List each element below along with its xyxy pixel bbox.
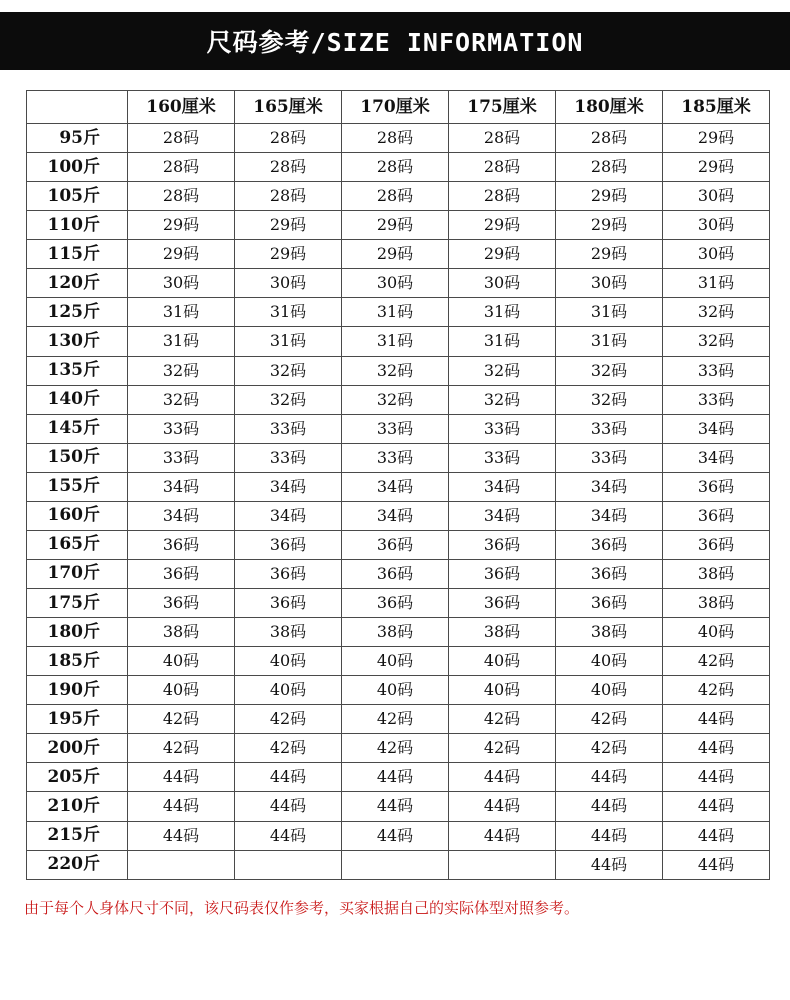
weight-cell: 195斤 — [27, 705, 128, 734]
weight-cell: 135斤 — [27, 356, 128, 385]
size-cell: 34码 — [556, 472, 663, 501]
size-cell: 40码 — [342, 647, 449, 676]
size-cell: 38码 — [449, 618, 556, 647]
weight-cell: 115斤 — [27, 240, 128, 269]
size-cell: 42码 — [128, 734, 235, 763]
size-cell: 31码 — [128, 327, 235, 356]
title-banner — [0, 12, 790, 70]
size-cell: 40码 — [128, 676, 235, 705]
size-cell: 42码 — [235, 734, 342, 763]
table-row — [27, 792, 770, 821]
size-cell: 28码 — [128, 182, 235, 211]
size-cell: 33码 — [556, 414, 663, 443]
weight-cell: 200斤 — [27, 734, 128, 763]
size-cell: 33码 — [663, 385, 770, 414]
height-header: 170厘米 — [342, 91, 449, 124]
size-cell: 36码 — [449, 530, 556, 559]
height-header: 175厘米 — [449, 91, 556, 124]
size-cell: 40码 — [128, 647, 235, 676]
size-cell: 44码 — [663, 705, 770, 734]
size-cell: 31码 — [556, 298, 663, 327]
disclaimer-note: 由于每个人身体尺寸不同，该尺码表仅作参考，买家根据自己的实际体型对照参考。 — [24, 899, 580, 917]
size-cell: 30码 — [556, 269, 663, 298]
size-cell: 29码 — [663, 153, 770, 182]
page-title: 尺码参考/SIZE INFORMATION — [206, 28, 584, 57]
table-row — [27, 501, 770, 530]
size-cell: 44码 — [342, 821, 449, 850]
size-cell: 40码 — [235, 647, 342, 676]
weight-cell: 155斤 — [27, 472, 128, 501]
size-cell: 34码 — [128, 472, 235, 501]
size-cell: 31码 — [449, 327, 556, 356]
size-cell: 29码 — [128, 240, 235, 269]
size-cell: 36码 — [663, 472, 770, 501]
size-cell: 44码 — [128, 821, 235, 850]
size-cell: 33码 — [235, 414, 342, 443]
size-cell: 32码 — [342, 356, 449, 385]
table-row — [27, 356, 770, 385]
size-cell — [235, 850, 342, 879]
size-cell: 28码 — [342, 153, 449, 182]
size-cell: 44码 — [556, 850, 663, 879]
size-cell: 32码 — [556, 356, 663, 385]
table-row — [27, 618, 770, 647]
size-cell: 33码 — [128, 443, 235, 472]
size-cell: 32码 — [449, 385, 556, 414]
size-cell: 44码 — [128, 763, 235, 792]
table-row — [27, 182, 770, 211]
table-row — [27, 443, 770, 472]
size-cell: 44码 — [556, 763, 663, 792]
size-cell: 34码 — [235, 501, 342, 530]
size-cell: 29码 — [556, 182, 663, 211]
weight-cell: 220斤 — [27, 850, 128, 879]
size-cell: 36码 — [128, 559, 235, 588]
size-cell: 32码 — [235, 385, 342, 414]
weight-cell: 120斤 — [27, 269, 128, 298]
size-cell: 36码 — [342, 589, 449, 618]
size-cell: 34码 — [663, 414, 770, 443]
size-cell: 28码 — [235, 182, 342, 211]
size-cell: 42码 — [449, 734, 556, 763]
size-cell: 31码 — [342, 298, 449, 327]
size-cell: 38码 — [128, 618, 235, 647]
size-cell: 32码 — [663, 327, 770, 356]
size-cell: 40码 — [449, 647, 556, 676]
size-cell: 34码 — [556, 501, 663, 530]
size-cell: 44码 — [663, 792, 770, 821]
table-row — [27, 763, 770, 792]
size-cell: 29码 — [128, 211, 235, 240]
size-cell: 44码 — [128, 792, 235, 821]
table-row — [27, 153, 770, 182]
size-cell: 31码 — [342, 327, 449, 356]
size-cell: 44码 — [663, 763, 770, 792]
size-cell: 32码 — [235, 356, 342, 385]
size-cell: 34码 — [663, 443, 770, 472]
weight-cell: 95斤 — [27, 124, 128, 153]
size-cell: 30码 — [128, 269, 235, 298]
height-header: 165厘米 — [235, 91, 342, 124]
size-cell: 33码 — [556, 443, 663, 472]
size-cell — [342, 850, 449, 879]
weight-cell: 170斤 — [27, 559, 128, 588]
size-cell: 33码 — [449, 414, 556, 443]
weight-cell: 110斤 — [27, 211, 128, 240]
table-row — [27, 298, 770, 327]
table-row — [27, 327, 770, 356]
size-cell: 29码 — [342, 240, 449, 269]
size-cell: 34码 — [342, 501, 449, 530]
size-cell: 28码 — [128, 124, 235, 153]
size-cell: 44码 — [235, 792, 342, 821]
table-row — [27, 850, 770, 879]
corner-cell — [27, 91, 128, 124]
size-cell: 36码 — [556, 589, 663, 618]
size-cell: 28码 — [235, 153, 342, 182]
size-cell: 29码 — [556, 240, 663, 269]
size-cell: 30码 — [663, 211, 770, 240]
size-cell: 31码 — [235, 298, 342, 327]
size-cell: 36码 — [663, 501, 770, 530]
size-cell: 30码 — [449, 269, 556, 298]
size-cell: 36码 — [235, 530, 342, 559]
size-cell: 42码 — [556, 705, 663, 734]
size-cell: 38码 — [235, 618, 342, 647]
size-cell: 42码 — [128, 705, 235, 734]
size-cell: 42码 — [449, 705, 556, 734]
size-cell: 29码 — [663, 124, 770, 153]
weight-cell: 105斤 — [27, 182, 128, 211]
size-cell: 32码 — [556, 385, 663, 414]
size-cell: 44码 — [235, 821, 342, 850]
size-cell: 42码 — [342, 734, 449, 763]
weight-cell: 100斤 — [27, 153, 128, 182]
size-cell: 28码 — [449, 182, 556, 211]
size-cell: 28码 — [235, 124, 342, 153]
size-cell: 44码 — [663, 734, 770, 763]
weight-cell: 180斤 — [27, 618, 128, 647]
size-cell: 44码 — [342, 763, 449, 792]
table-row — [27, 589, 770, 618]
table-row — [27, 705, 770, 734]
height-header: 180厘米 — [556, 91, 663, 124]
size-cell: 31码 — [663, 269, 770, 298]
size-cell: 40码 — [449, 676, 556, 705]
weight-cell: 150斤 — [27, 443, 128, 472]
size-cell: 34码 — [449, 472, 556, 501]
size-cell: 32码 — [342, 385, 449, 414]
size-cell: 32码 — [128, 385, 235, 414]
size-cell: 34码 — [128, 501, 235, 530]
size-cell: 30码 — [663, 240, 770, 269]
size-cell: 33码 — [663, 356, 770, 385]
weight-cell: 165斤 — [27, 530, 128, 559]
size-cell: 28码 — [128, 153, 235, 182]
size-cell — [449, 850, 556, 879]
size-cell: 29码 — [342, 211, 449, 240]
size-cell: 44码 — [556, 792, 663, 821]
size-cell: 44码 — [449, 821, 556, 850]
size-cell: 32码 — [128, 356, 235, 385]
weight-cell: 145斤 — [27, 414, 128, 443]
size-cell: 42码 — [663, 647, 770, 676]
size-cell: 42码 — [556, 734, 663, 763]
size-cell: 33码 — [235, 443, 342, 472]
size-cell: 36码 — [449, 559, 556, 588]
height-header: 185厘米 — [663, 91, 770, 124]
height-header: 160厘米 — [128, 91, 235, 124]
size-cell — [128, 850, 235, 879]
size-cell: 33码 — [128, 414, 235, 443]
size-cell: 34码 — [342, 472, 449, 501]
size-cell: 36码 — [235, 559, 342, 588]
size-cell: 28码 — [342, 182, 449, 211]
table-row — [27, 472, 770, 501]
size-cell: 31码 — [235, 327, 342, 356]
size-cell: 36码 — [128, 530, 235, 559]
size-cell: 36码 — [128, 589, 235, 618]
table-row — [27, 676, 770, 705]
weight-cell: 205斤 — [27, 763, 128, 792]
weight-cell: 185斤 — [27, 647, 128, 676]
weight-cell: 160斤 — [27, 501, 128, 530]
size-cell: 32码 — [449, 356, 556, 385]
size-cell: 29码 — [449, 240, 556, 269]
table-row — [27, 124, 770, 153]
size-cell: 31码 — [556, 327, 663, 356]
size-cell: 42码 — [663, 676, 770, 705]
size-cell: 40码 — [235, 676, 342, 705]
size-cell: 38码 — [663, 589, 770, 618]
weight-cell: 215斤 — [27, 821, 128, 850]
header-row — [27, 91, 770, 124]
size-cell: 38码 — [663, 559, 770, 588]
size-rows — [27, 124, 770, 880]
size-cell: 28码 — [556, 124, 663, 153]
table-row — [27, 269, 770, 298]
size-cell: 40码 — [556, 676, 663, 705]
size-cell: 28码 — [556, 153, 663, 182]
size-cell: 44码 — [235, 763, 342, 792]
size-cell: 42码 — [342, 705, 449, 734]
size-cell: 44码 — [342, 792, 449, 821]
size-cell: 44码 — [556, 821, 663, 850]
size-cell: 36码 — [342, 530, 449, 559]
size-cell: 42码 — [235, 705, 342, 734]
size-cell: 38码 — [342, 618, 449, 647]
table-row — [27, 821, 770, 850]
table-row — [27, 559, 770, 588]
weight-cell: 140斤 — [27, 385, 128, 414]
table-row — [27, 530, 770, 559]
size-cell: 44码 — [449, 792, 556, 821]
table-row — [27, 385, 770, 414]
weight-cell: 175斤 — [27, 589, 128, 618]
weight-cell: 130斤 — [27, 327, 128, 356]
size-cell: 36码 — [235, 589, 342, 618]
table-row — [27, 414, 770, 443]
weight-cell: 210斤 — [27, 792, 128, 821]
size-cell: 31码 — [449, 298, 556, 327]
size-cell: 28码 — [342, 124, 449, 153]
size-cell: 36码 — [556, 530, 663, 559]
weight-cell: 190斤 — [27, 676, 128, 705]
size-cell: 40码 — [342, 676, 449, 705]
size-cell: 36码 — [556, 559, 663, 588]
size-cell: 44码 — [449, 763, 556, 792]
size-cell: 29码 — [449, 211, 556, 240]
size-cell: 28码 — [449, 153, 556, 182]
table-row — [27, 647, 770, 676]
size-cell: 32码 — [663, 298, 770, 327]
size-cell: 44码 — [663, 850, 770, 879]
size-cell: 29码 — [235, 240, 342, 269]
size-cell: 36码 — [663, 530, 770, 559]
size-cell: 30码 — [235, 269, 342, 298]
size-cell: 29码 — [235, 211, 342, 240]
size-cell: 31码 — [128, 298, 235, 327]
table-row — [27, 211, 770, 240]
size-cell: 33码 — [449, 443, 556, 472]
size-chart-table — [26, 90, 770, 880]
size-cell: 30码 — [663, 182, 770, 211]
table-row — [27, 734, 770, 763]
size-cell: 33码 — [342, 414, 449, 443]
size-cell: 28码 — [449, 124, 556, 153]
size-cell: 34码 — [235, 472, 342, 501]
size-cell: 36码 — [342, 559, 449, 588]
size-cell: 44码 — [663, 821, 770, 850]
size-cell: 29码 — [556, 211, 663, 240]
size-cell: 36码 — [449, 589, 556, 618]
table-row — [27, 240, 770, 269]
size-cell: 30码 — [342, 269, 449, 298]
size-cell: 40码 — [556, 647, 663, 676]
size-cell: 33码 — [342, 443, 449, 472]
size-cell: 40码 — [663, 618, 770, 647]
size-cell: 34码 — [449, 501, 556, 530]
weight-cell: 125斤 — [27, 298, 128, 327]
size-cell: 38码 — [556, 618, 663, 647]
